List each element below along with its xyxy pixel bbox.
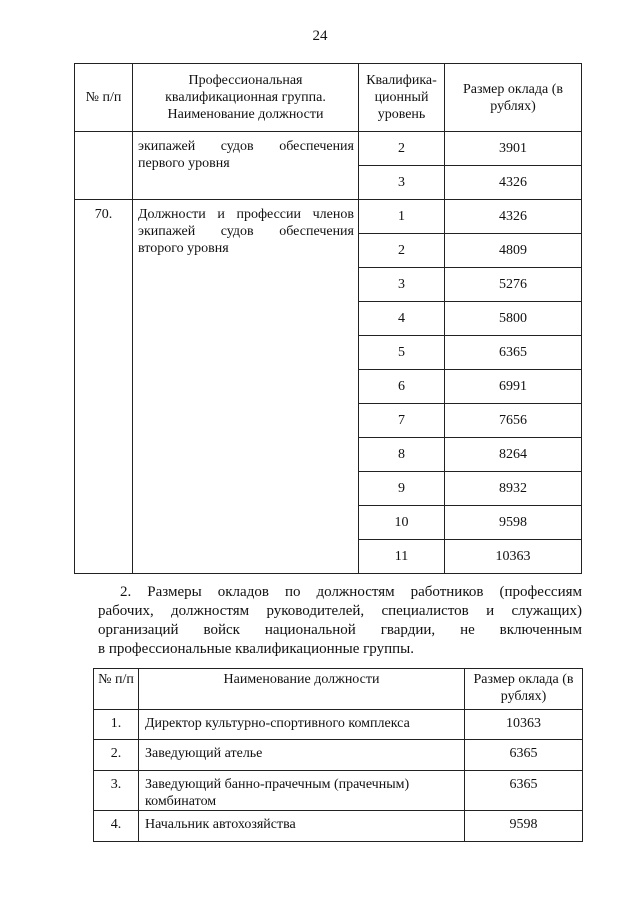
level-cell: 2 [359,234,445,268]
salary-cell: 9598 [465,811,583,842]
row-number: 4. [94,811,139,842]
level-cell: 2 [359,132,445,166]
header-num: № п/п [75,64,133,132]
table-header-row [75,64,582,132]
salary-cell: 3901 [445,132,582,166]
group-name: Должности и профессии членов экипажей судов обеспечения второго уровня [133,200,359,574]
salary-cell: 6365 [465,740,583,771]
level-cell: 1 [359,200,445,234]
paragraph-line: организаций войск национальной гвардии, не включенным [98,622,582,638]
page-number: 24 [312,28,328,44]
paragraph-line: в профессиональные квалификационные группы. [98,641,414,657]
level-cell: 8 [359,438,445,472]
salary-cell: 6991 [445,370,582,404]
position-name: Директор культурно-спортивного комплекса [139,710,465,740]
salary-cell: 10363 [445,540,582,574]
level-cell: 9 [359,472,445,506]
table-row [94,771,583,811]
table-row [75,132,582,166]
position-name: Заведующий ателье [139,740,465,771]
qualification-salary-table [74,63,582,574]
salary-cell: 4326 [445,200,582,234]
row-number: 1. [94,710,139,740]
salary-cell: 5276 [445,268,582,302]
position-name: Заведующий банно-прачечным (прачечным) комбинатом [139,771,465,811]
table-row [94,811,583,842]
header-salary: Размер оклада (в рублях) [465,669,583,710]
group-number: 70. [75,200,133,574]
salary-cell: 8932 [445,472,582,506]
header-name: Наименование должности [139,669,465,710]
group-name: экипажей судов обеспечения первого уровня [133,132,359,200]
level-cell: 6 [359,370,445,404]
salary-cell: 5800 [445,302,582,336]
salary-cell: 4809 [445,234,582,268]
table-row [94,740,583,771]
salary-cell: 8264 [445,438,582,472]
level-cell: 11 [359,540,445,574]
paragraph-line: рабочих, должностям руководителей, специалистов и служащих) [98,603,582,619]
salary-cell: 9598 [445,506,582,540]
salary-cell: 6365 [445,336,582,370]
row-number: 2. [94,740,139,771]
header-level: Квалифика-ционный уровень [359,64,445,132]
salary-cell: 6365 [465,771,583,811]
level-cell: 4 [359,302,445,336]
salary-cell: 7656 [445,404,582,438]
position-name: Начальник автохозяйства [139,811,465,842]
section-paragraph [98,583,582,659]
table-header-row [94,669,583,710]
level-cell: 3 [359,268,445,302]
header-num: № п/п [94,669,139,710]
group-number [75,132,133,200]
header-salary: Размер оклада (в рублях) [445,64,582,132]
positions-salary-table [93,668,583,842]
table-row [75,200,582,234]
salary-cell: 4326 [445,166,582,200]
table-row [94,710,583,740]
level-cell: 5 [359,336,445,370]
level-cell: 3 [359,166,445,200]
header-group: Профессиональная квалификационная группа. Наименование должности [133,64,359,132]
level-cell: 7 [359,404,445,438]
level-cell: 10 [359,506,445,540]
row-number: 3. [94,771,139,811]
salary-cell: 10363 [465,710,583,740]
paragraph-line: 2. Размеры окладов по должностям работников (профессиям [120,584,582,600]
